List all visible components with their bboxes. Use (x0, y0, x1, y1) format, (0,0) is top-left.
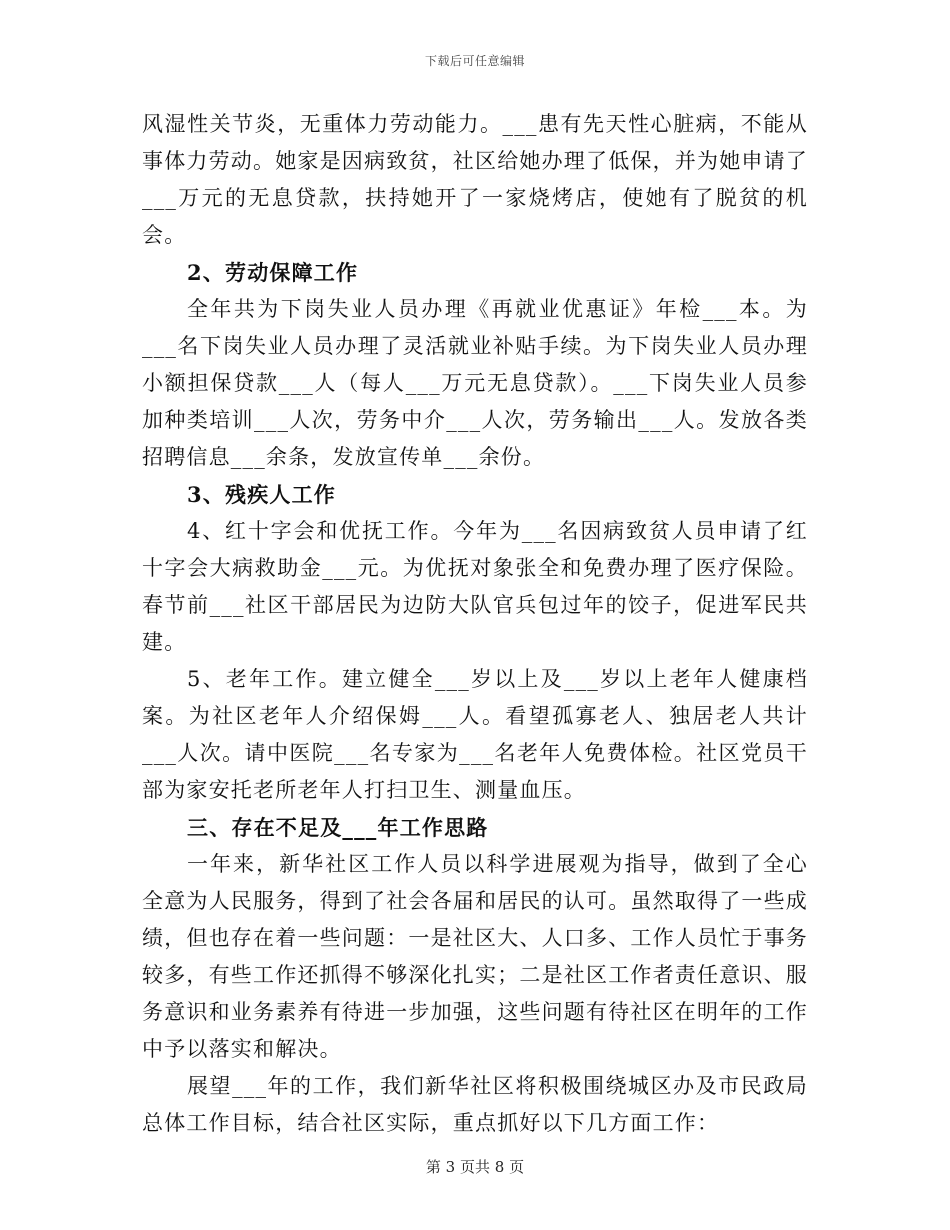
document-body (142, 106, 808, 1142)
paragraph-elderly-work: 5、老年工作。建立健全___岁以上及___岁以上老年人健康档案。为社区老年人介绍保姆___人。看望孤寡老人、独居老人共计___人次。请中医院___名专家为___名老年人免费体检。社区党员干部为家安托老所老年人打扫卫生、测量血压。 (142, 667, 808, 802)
heading-disabled-work: 3、残疾人工作 (187, 482, 337, 507)
paragraph-review: 一年来，新华社区工作人员以科学进展观为指导，做到了全心全意为人民服务，得到了社会各届和居民的认可。虽然取得了一些成绩，但也存在着一些问题：一是社区大、人口多、工作人员忙于事务较多，有些工作还抓得不够深化扎实；二是社区工作者责任意识、服务意识和业务素养有待进一步加强，这些问题有待社区在明年的工作中予以落实和解决。 (142, 852, 808, 1061)
page-header: 下载后可任意编辑 (424, 54, 525, 68)
paragraph-red-cross: 4、红十字会和优抚工作。今年为___名因病致贫人员申请了红十字会大病救助金___元。为优抚对象张全和免费办理了医疗保险。春节前___社区干部居民为边防大队官兵包过年的饺子，促进军民共建。 (142, 519, 808, 654)
paragraph-labor-security: 全年共为下岗失业人员办理《再就业优惠证》年检___本。为___名下岗失业人员办理了灵活就业补贴手续。为下岗失业人员办理小额担保贷款___人（每人___万元无息贷款）。___下岗失业人员参加种类培训___人次，劳务中介___人次，劳务输出___人。发放各类招聘信息___余条，发放宣传单___余份。 (142, 297, 808, 469)
paragraph-poverty-case: 风湿性关节炎，无重体力劳动能力。___患有先天性心脏病，不能从事体力劳动。她家是因病致贫，社区给她办理了低保，并为她申请了___万元的无息贷款，扶持她开了一家烧烤店，使她有了脱贫的机会。 (142, 112, 808, 247)
heading-shortcomings: 三、存在不足及___年工作思路 (187, 815, 489, 840)
page-number: 第 3 页共 8 页 (425, 1158, 525, 1176)
paragraph-outlook: 展望___年的工作，我们新华社区将积极围绕城区办及市民政局总体工作目标，结合社区实际，重点抓好以下几方面工作： (142, 1074, 808, 1135)
heading-labor-security: 2、劳动保障工作 (187, 260, 359, 285)
